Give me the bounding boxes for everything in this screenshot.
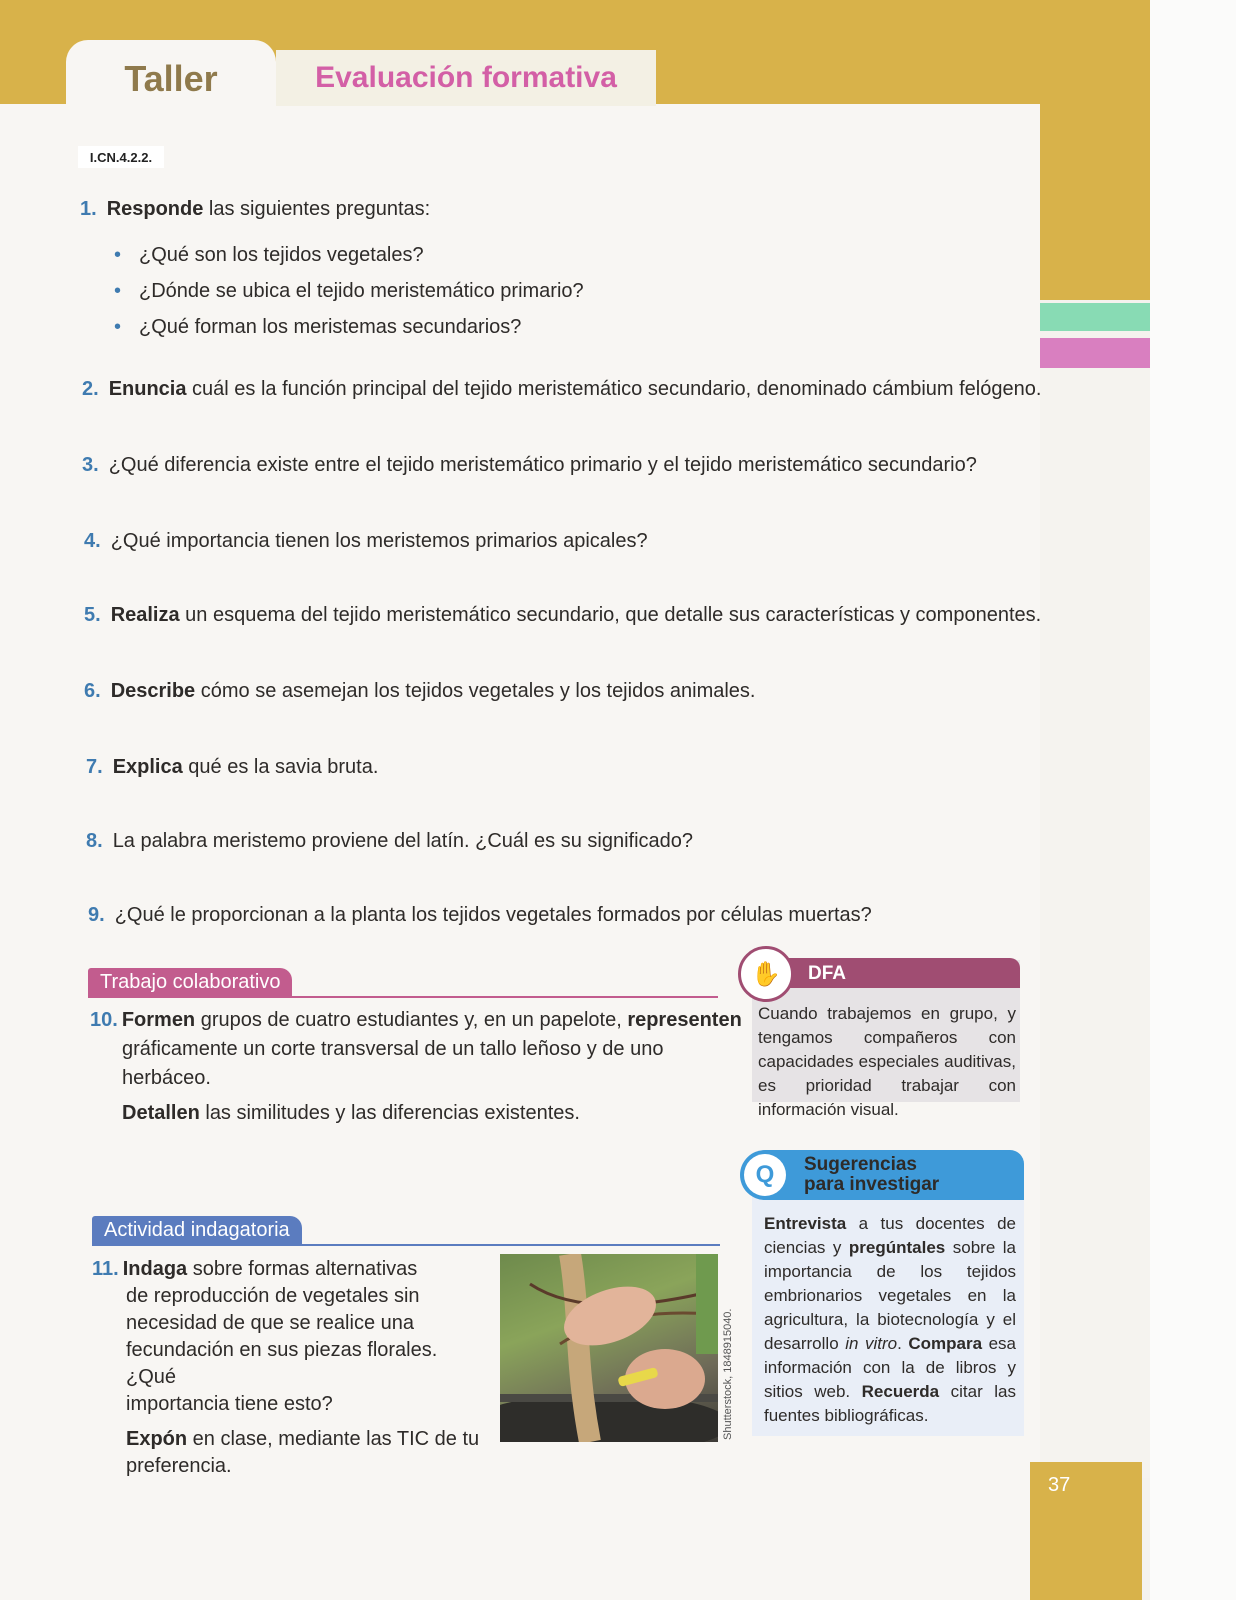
question-text: ¿Qué importancia tienen los meristemos primarios apicales? — [110, 530, 648, 552]
right-margin — [1150, 0, 1236, 1600]
search-icon: Q — [744, 1154, 786, 1196]
photo-credit: Shutterstock, 1848915040. — [722, 1308, 734, 1440]
sugerencias-text: Entrevista a tus docentes de ciencias y pregúntales sobre la importancia de los tejidos embrionarios vegetales en la agricultura, la biotecnología y el desarrollo in vitro. Compara esa información con la de libros y sitios web. Recuerda citar las fuentes bibliográficas. — [764, 1214, 1016, 1425]
question-number: 6. — [84, 680, 101, 702]
dfa-title: DFA — [808, 963, 846, 984]
question-9 — [88, 904, 872, 927]
question-number: 2. — [82, 378, 99, 400]
colab-section-title: Trabajo colaborativo — [88, 968, 292, 996]
question-verb: Responde — [106, 198, 204, 220]
colab-divider — [88, 996, 718, 998]
question-text: qué es la savia bruta. — [182, 756, 379, 778]
page-number: 37 — [1048, 1474, 1071, 1496]
teal-tab-marker — [1038, 303, 1150, 331]
evaluacion-title: Evaluación formativa — [276, 50, 656, 106]
question-text: cuál es la función principal del tejido meristemático secundario, denominado cámbium felógeno. — [186, 378, 1042, 400]
question-number: 3. — [82, 454, 99, 476]
question-number: 10. — [90, 1009, 118, 1031]
bullet-item: • ¿Dónde se ubica el tejido meristemático primario? — [114, 280, 584, 302]
sheet-right-area — [1030, 368, 1150, 1478]
page-number-box — [1030, 1462, 1142, 1600]
question-verb: Explica — [112, 756, 183, 778]
question-verb: Enuncia — [108, 378, 187, 400]
pink-tab-marker — [1038, 338, 1150, 368]
question-text: La palabra meristemo proviene del latín. ¿Cuál es su significado? — [112, 830, 693, 852]
question-text: un esquema del tejido meristemático secundario, que detalle sus características y componentes. — [179, 604, 1042, 626]
question-number: 7. — [86, 756, 103, 778]
question-10: 10. Formen grupos de cuatro estudiantes y, en un papelote, representen gráficamente un corte transversal de un tallo leñoso y de uno herbáceo. Detallen las similitudes y las diferencias existentes. — [90, 1009, 742, 1124]
question-3 — [82, 454, 977, 477]
colab-section-header — [88, 968, 718, 998]
skill-code: I.CN.4.2.2. — [78, 146, 164, 168]
question-number: 11. — [92, 1258, 119, 1280]
question-number: 4. — [84, 530, 101, 552]
question-2 — [82, 378, 1041, 401]
bullet-item: • ¿Qué son los tejidos vegetales? — [114, 244, 424, 266]
question-number: 8. — [86, 830, 103, 852]
sign-language-icon: ✋ — [738, 946, 794, 1002]
question-verb: Realiza — [110, 604, 180, 626]
question-1 — [80, 198, 430, 221]
question-text: cómo se asemejan los tejidos vegetales y los tejidos animales. — [195, 680, 756, 702]
question-text: ¿Qué le proporcionan a la planta los tejidos vegetales formados por células muertas? — [114, 904, 872, 926]
grafting-illustration — [500, 1254, 718, 1442]
taller-tab: Taller — [66, 40, 276, 118]
question-number: 1. — [80, 198, 97, 220]
right-band — [1030, 0, 1150, 300]
question-5 — [84, 604, 1041, 627]
question-number: 5. — [84, 604, 101, 626]
question-4 — [84, 530, 648, 553]
question-8 — [86, 830, 693, 853]
question-11: 11. Indaga sobre formas alternativas de reproducción de vegetales sin necesidad de que se realice una fecundación en sus piezas florales. ¿Qué importancia tiene esto? Expón en clase, mediante las TIC de tu preferencia. — [92, 1258, 480, 1477]
grafting-photo — [500, 1254, 718, 1442]
indag-section-header — [92, 1216, 720, 1246]
question-6 — [84, 680, 755, 703]
question-text: ¿Qué diferencia existe entre el tejido meristemático primario y el tejido meristemático secundario? — [108, 454, 977, 476]
sugerencias-title: Sugerencias para investigar — [804, 1154, 940, 1195]
question-text: las siguientes preguntas: — [203, 198, 431, 220]
question-verb: Describe — [110, 680, 196, 702]
indag-section-title: Actividad indagatoria — [92, 1216, 302, 1244]
indag-divider — [92, 1244, 720, 1246]
dfa-text: Cuando trabajemos en grupo, y tengamos compañeros con capacidades especiales auditivas, es prioridad trabajar con información visual. — [758, 1004, 1016, 1119]
question-number: 9. — [88, 904, 105, 926]
bullet-item: • ¿Qué forman los meristemas secundarios? — [114, 316, 522, 338]
question-7 — [86, 756, 378, 779]
